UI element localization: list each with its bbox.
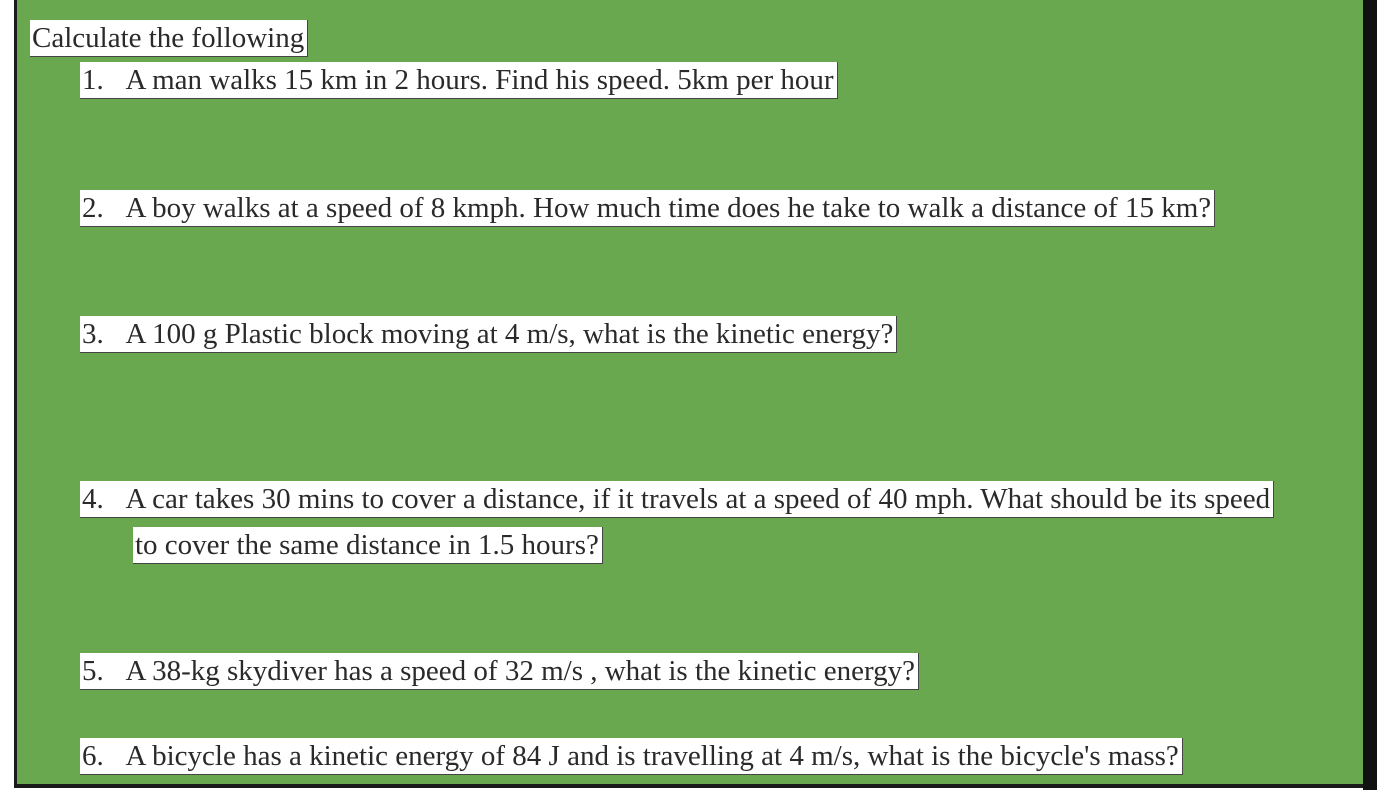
question-6 <box>80 738 1183 775</box>
question-5-text: A 38-kg skydiver has a speed of 32 m/s , what is the kinetic energy? <box>125 655 916 687</box>
question-2-text: A boy walks at a speed of 8 kmph. How much time does he take to walk a distance of 15 km? <box>125 192 1212 224</box>
question-1-text: A man walks 15 km in 2 hours. Find his speed. 5km per hour <box>125 64 834 96</box>
question-2-number: 2. <box>82 192 104 224</box>
question-6-number: 6. <box>82 740 104 772</box>
question-6-text: A bicycle has a kinetic energy of 84 J and is travelling at 4 m/s, what is the bicycle's mass? <box>125 740 1179 772</box>
question-4-text-line-2: to cover the same distance in 1.5 hours? <box>135 529 599 561</box>
question-1-number: 1. <box>82 64 104 96</box>
question-4-line-2 <box>133 527 603 564</box>
question-2 <box>80 190 1215 227</box>
question-4-number: 4. <box>82 483 104 515</box>
question-3-number: 3. <box>82 318 104 350</box>
question-4-line-1 <box>80 481 1274 518</box>
question-5-number: 5. <box>82 655 104 687</box>
question-3-text: A 100 g Plastic block moving at 4 m/s, what is the kinetic energy? <box>125 318 894 350</box>
right-edge-bar <box>1363 0 1377 790</box>
question-5 <box>80 653 919 690</box>
question-3 <box>80 316 897 353</box>
question-4-text-line-1: A car takes 30 mins to cover a distance, if it travels at a speed of 40 mph. What should be its speed <box>125 483 1271 515</box>
question-1 <box>80 62 838 99</box>
worksheet-heading: Calculate the following <box>30 20 308 57</box>
